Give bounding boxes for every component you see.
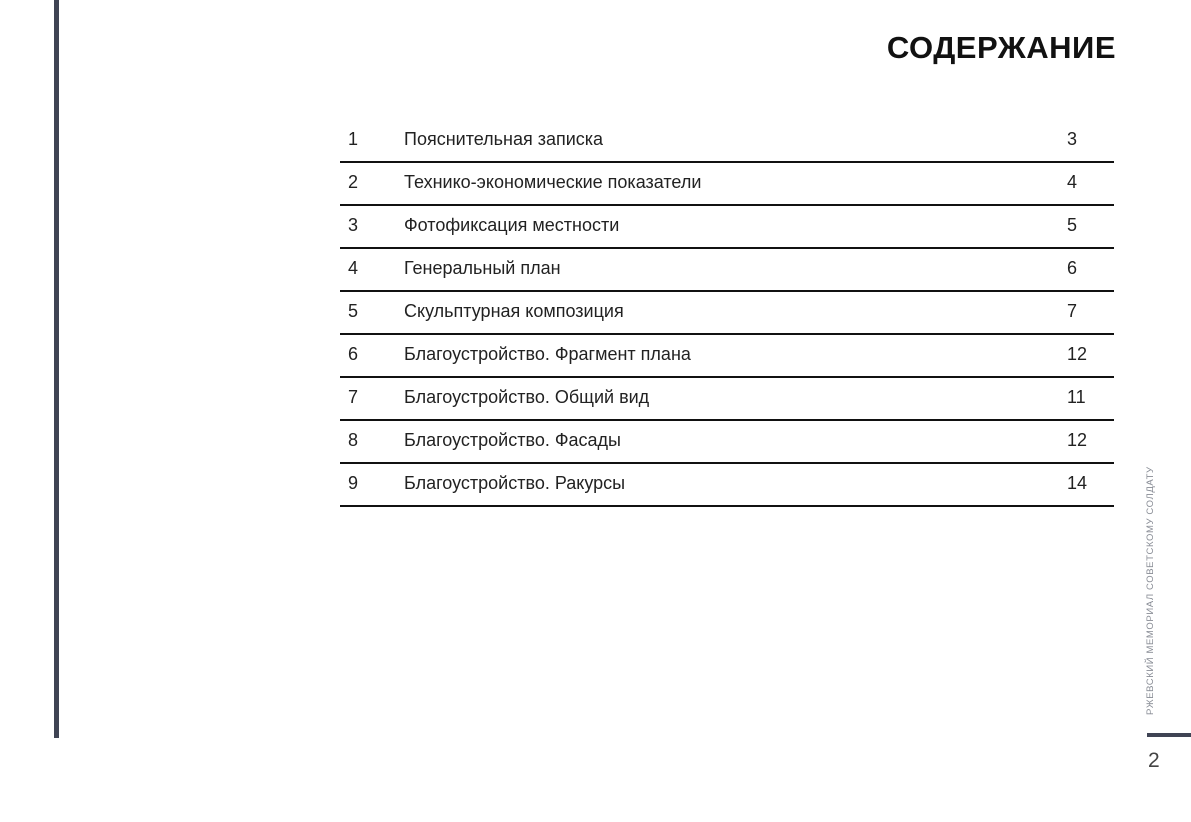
toc-title: Скульптурная композиция [404,301,624,321]
left-accent-bar [54,0,59,738]
toc-page: 4 [1067,172,1078,192]
toc-row[interactable] [340,464,1114,507]
toc-page: 12 [1067,430,1088,450]
toc-number: 1 [348,129,359,149]
toc-row[interactable] [340,335,1114,378]
page-title: СОДЕРЖАНИЕ [886,30,1116,65]
toc-row[interactable] [340,421,1114,464]
toc-page: 6 [1067,258,1078,278]
toc-title: Благоустройство. Фрагмент плана [404,344,691,364]
toc-title: Фотофиксация местности [404,215,620,235]
toc-row[interactable] [340,378,1114,421]
toc-row[interactable] [340,120,1114,163]
toc-number: 7 [348,387,359,407]
toc-row[interactable] [340,292,1114,335]
toc-number: 9 [348,473,359,493]
toc-page: 12 [1067,344,1088,364]
toc-title: Благоустройство. Фасады [404,430,621,450]
toc-title: Благоустройство. Ракурсы [404,473,626,493]
toc-row[interactable] [340,206,1114,249]
toc-title: Пояснительная записка [404,129,604,149]
toc-page: 11 [1067,387,1086,407]
toc-number: 5 [348,301,359,321]
toc-page: 7 [1067,301,1078,321]
toc-row[interactable] [340,163,1114,206]
toc-title: Технико-экономические показатели [404,172,702,192]
toc-number: 2 [348,172,359,192]
toc-page: 3 [1067,129,1078,149]
toc-number: 4 [348,258,359,278]
toc-number: 6 [348,344,359,364]
page-number: 2 [1148,749,1160,772]
side-rule [1147,733,1191,737]
toc-row[interactable] [340,249,1114,292]
table-of-contents [340,120,1114,507]
toc-page: 14 [1067,473,1088,493]
toc-title: Генеральный план [404,258,561,278]
toc-page: 5 [1067,215,1078,235]
toc-number: 3 [348,215,359,235]
toc-number: 8 [348,430,359,450]
toc-title: Благоустройство. Общий вид [404,387,650,407]
side-caption: РЖЕВСКИЙ МЕМОРИАЛ СОВЕТСКОМУ СОЛДАТУ [1145,466,1156,715]
